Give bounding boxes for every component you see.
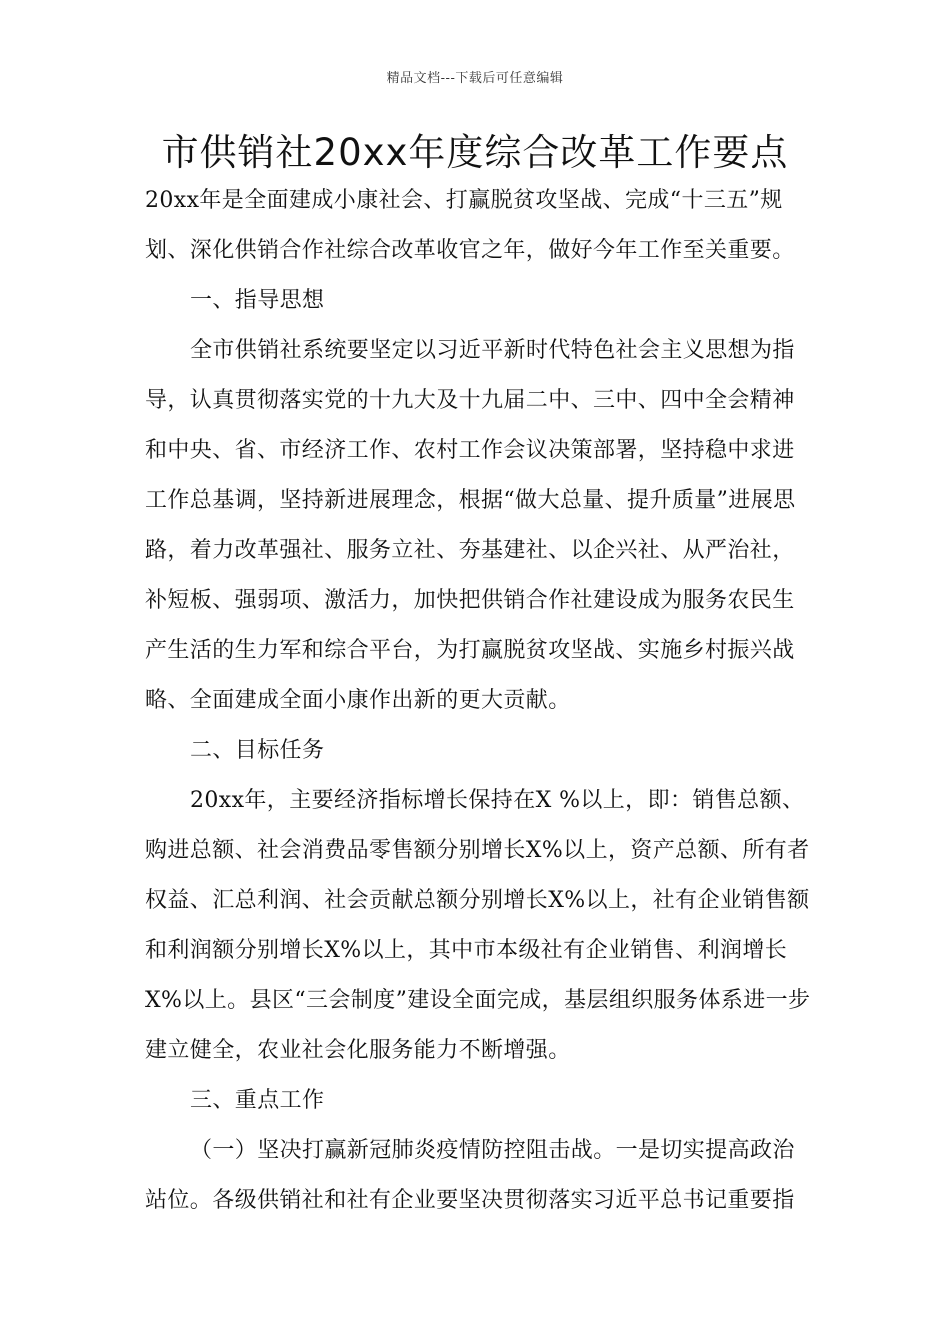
section-heading-key-work: 三、重点工作 [190, 1088, 325, 1113]
header-note: 精品文档---下载后可任意编辑 [386, 71, 564, 86]
document-title: 市供销社20xx年度综合改革工作要点 [161, 131, 789, 174]
paragraph-guiding-thought: 全市供销社系统要坚定以习近平新时代特色社会主义思想为指导，认真贯彻落实党的十九大及十九届二中、三中、四中全会精神和中央、省、市经济工作、农村工作会议决策部署，坚持稳中求进工作总基调，坚持新进展理念，根据“做大总量、提升质量”进展思路，着力改革强社、服务立社、夯基建社、以企兴社、从严治社，补短板、强弱项、激活力，加快把供销合作社建设成为服务农民生产生活的生力军和综合平台，为打赢脱贫攻坚战、实施乡村振兴战略、全面建成全面小康作出新的更大贡献。 [145, 338, 796, 713]
section-heading-guiding-thought: 一、指导思想 [190, 288, 325, 313]
paragraph-goals: 20xx年，主要经济指标增长保持在X %以上，即：销售总额、购进总额、社会消费品零售额分别增长X%以上，资产总额、所有者权益、汇总利润、社会贡献总额分别增长X%以上，社有企业销售额和利润额分别增长X%以上，其中市本级社有企业销售、利润增长X%以上。县区“三会制度”建设全面完成，基层组织服务体系进一步建立健全，农业社会化服务能力不断增强。 [145, 788, 811, 1063]
section-heading-goals: 二、目标任务 [190, 738, 325, 763]
paragraph-key-work-1: （一）坚决打赢新冠肺炎疫情防控阻击战。一是切实提高政治站位。各级供销社和社有企业要坚决贯彻落实习近平总书记重要指 [145, 1138, 795, 1213]
document-body [145, 176, 813, 1226]
intro-paragraph: 20xx年是全面建成小康社会、打赢脱贫攻坚战、完成“十三五”规划、深化供销合作社综合改革收官之年，做好今年工作至关重要。 [145, 188, 795, 263]
